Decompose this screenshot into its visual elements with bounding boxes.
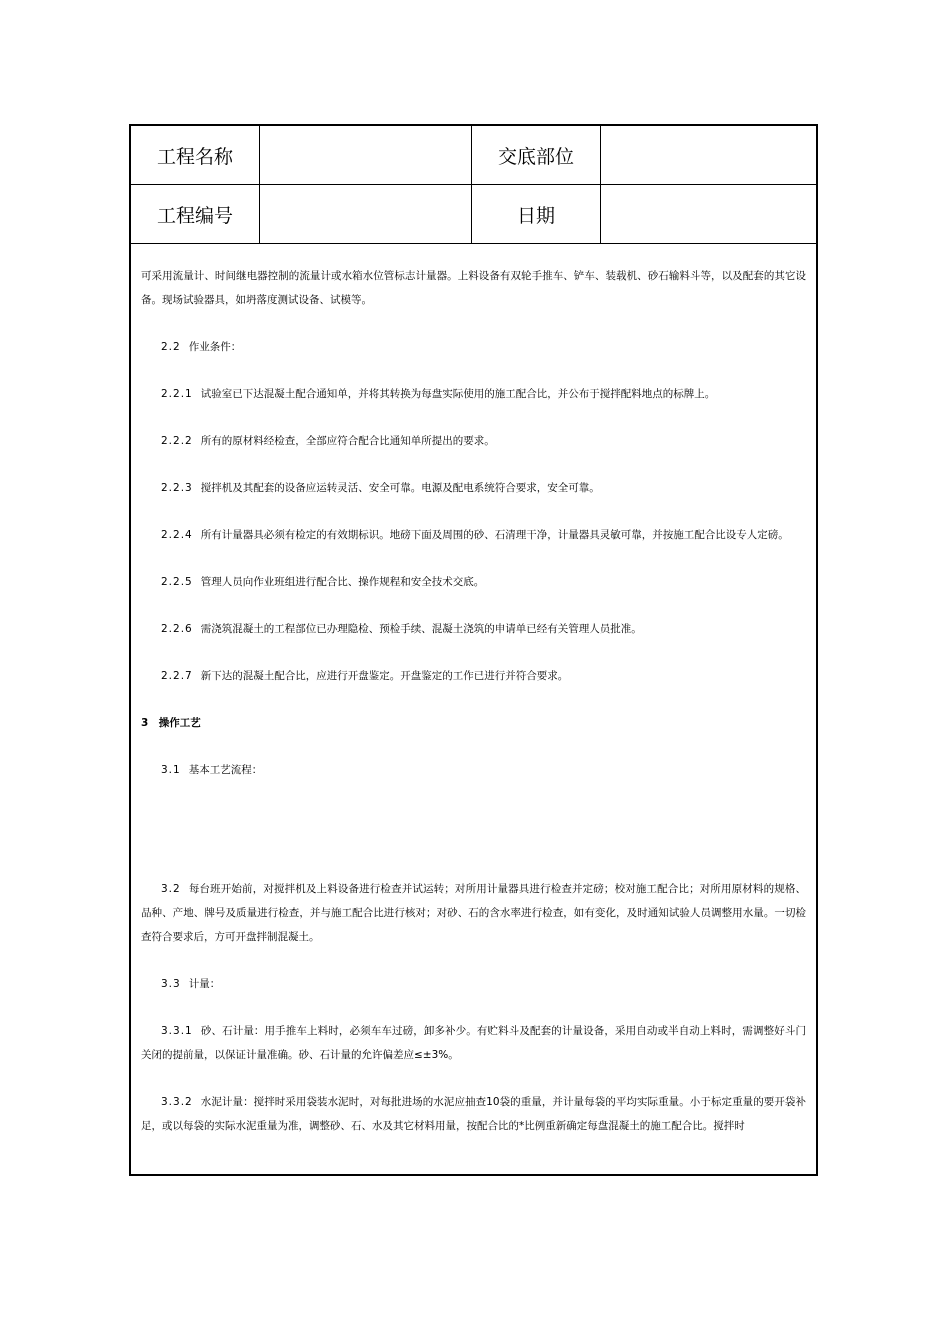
project-number-label: 工程编号 [131, 185, 260, 244]
section-text: 所有计量器具必须有检定的有效期标识。地磅下面及周围的砂、石清理干净，计量器具灵敏可靠，并按施工配合比设专人定磅。 [200, 529, 789, 541]
date-label: 日期 [472, 185, 601, 244]
section-number: 2.2.7 [161, 670, 193, 682]
technical-briefing-sheet [129, 124, 818, 1176]
section-3-1 [141, 758, 806, 782]
paragraph-equipment: 可采用流量计、时间继电器控制的流量计或水箱水位管标志计量器。上料设备有双轮手推车、铲车、装载机、砂石输料斗等，以及配套的其它设备。现场试验器具，如坍落度测试设备、试模等。 [141, 270, 806, 306]
section-number: 3.3.2 [161, 1096, 193, 1108]
section-number: 3.3 [161, 978, 181, 990]
section-3-3-2 [141, 1090, 806, 1138]
section-number: 3.2 [161, 883, 181, 895]
date-value[interactable] [601, 185, 817, 244]
section-2-2-1 [141, 382, 806, 406]
section-3-2 [141, 877, 806, 949]
section-text: 新下达的混凝土配合比，应进行开盘鉴定。开盘鉴定的工作已进行并符合要求。 [200, 670, 569, 682]
section-number: 2.2 [161, 341, 181, 353]
header-row-1 [131, 126, 816, 185]
section-number: 2.2.6 [161, 623, 193, 635]
header-table [131, 126, 816, 244]
section-number: 3.3.1 [161, 1025, 193, 1037]
section-number: 2.2.2 [161, 435, 193, 447]
briefing-location-label: 交底部位 [472, 126, 601, 185]
section-2-2-7 [141, 664, 806, 688]
section-text: 需浇筑混凝土的工程部位已办理隐检、预检手续、混凝土浇筑的申请单已经有关管理人员批准。 [200, 623, 642, 635]
section-text: 每台班开始前，对搅拌机及上料设备进行检查并试运转；对所用计量器具进行检查并定磅；校对施工配合比；对所用原材料的规格、品种、产地、牌号及质量进行检查，并与施工配合比进行核对；对砂、石的含水率进行检查，如有变化，及时通知试验人员调整用水量。一切检查符合要求后，方可开盘拌制混凝土。 [141, 883, 806, 943]
section-text: 所有的原材料经检查，全部应符合配合比通知单所提出的要求。 [200, 435, 495, 447]
section-number: 2.2.5 [161, 576, 193, 588]
section-number: 2.2.4 [161, 529, 193, 541]
section-text: 基本工艺流程： [188, 764, 263, 776]
section-text: 管理人员向作业班组进行配合比、操作规程和安全技术交底。 [200, 576, 485, 588]
section-3-3 [141, 972, 806, 996]
section-text: 计量： [188, 978, 221, 990]
section-3-heading: 3 操作工艺 [141, 717, 201, 729]
project-name-label: 工程名称 [131, 126, 260, 185]
section-2-2-5 [141, 570, 806, 594]
section-number: 2.2.3 [161, 482, 193, 494]
section-text: 试验室已下达混凝土配合通知单，并将其转换为每盘实际使用的施工配合比，并公布于搅拌配料地点的标牌上。 [200, 388, 716, 400]
section-2-2-2 [141, 429, 806, 453]
section-2-2-6 [141, 617, 806, 641]
section-3-3-1 [141, 1019, 806, 1067]
section-2-2-4 [141, 523, 806, 547]
section-text: 水泥计量：搅拌时采用袋装水泥时，对每批进场的水泥应抽查10袋的重量，并计量每袋的平均实际重量。小于标定重量的要开袋补足，或以每袋的实际水泥重量为准，调整砂、石、水及其它材料用量，按配合比的*比例重新确定每盘混凝土的施工配合比。搅拌时 [141, 1096, 806, 1132]
section-text: 作业条件： [188, 341, 242, 353]
section-text: 砂、石计量：用手推车上料时，必须车车过磅，卸多补少。有贮料斗及配套的计量设备，采用自动或半自动上料时，需调整好斗门关闭的提前量，以保证计量准确。砂、石计量的允许偏差应≤±3%。 [141, 1025, 806, 1061]
section-text: 搅拌机及其配套的设备应运转灵活、安全可靠。电源及配电系统符合要求，安全可靠。 [200, 482, 600, 494]
header-row-2 [131, 185, 816, 244]
project-name-value[interactable] [260, 126, 472, 185]
section-number: 2.2.1 [161, 388, 193, 400]
section-2-2-3 [141, 476, 806, 500]
briefing-location-value[interactable] [601, 126, 817, 185]
project-number-value[interactable] [260, 185, 472, 244]
section-number: 3.1 [161, 764, 181, 776]
briefing-content [131, 244, 816, 1138]
section-2-2 [141, 335, 806, 359]
